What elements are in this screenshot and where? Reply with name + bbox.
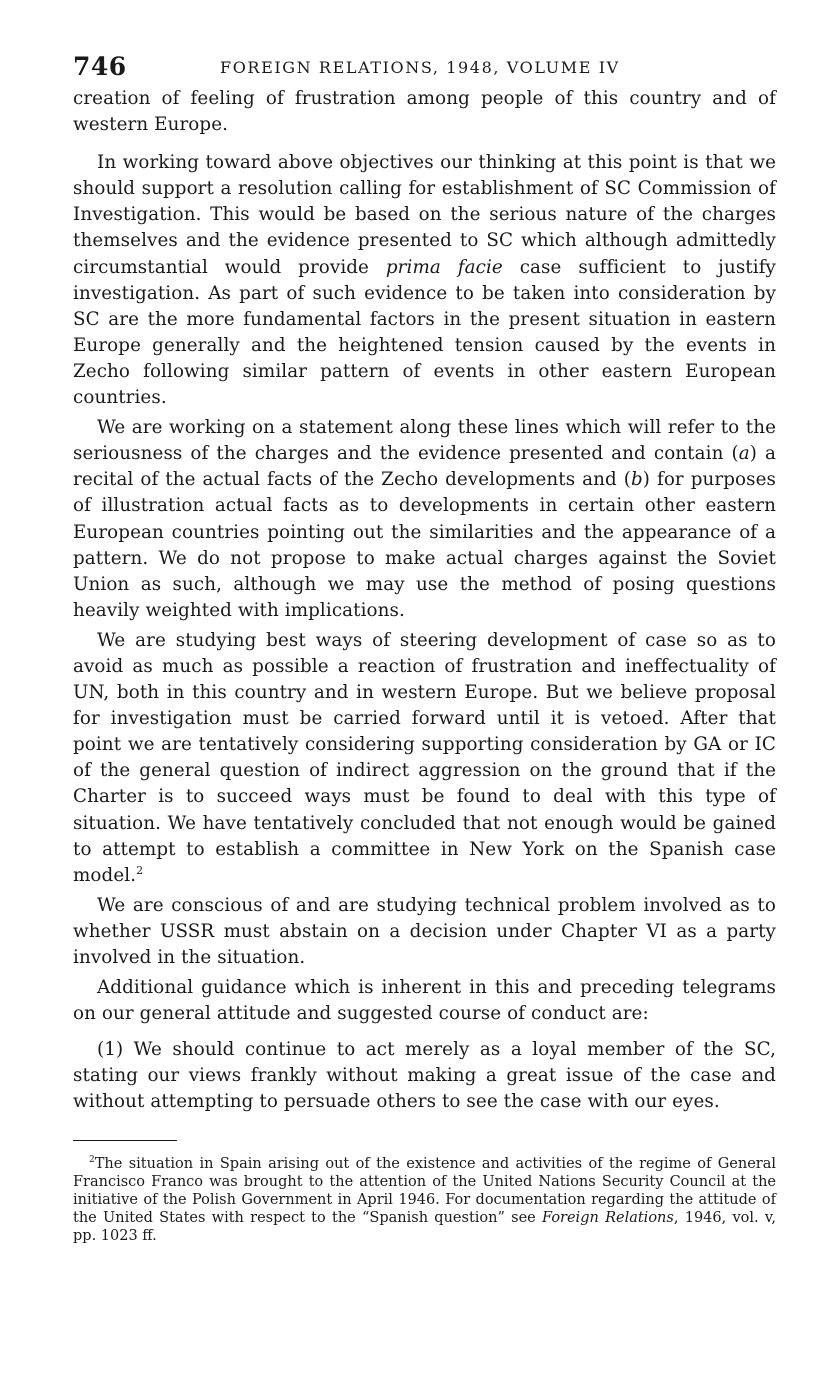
italic-prima-facie: prima facie — [385, 256, 503, 278]
paragraph-objectives: In working toward above objectives our thinking at this point is that we should support a resolution calling for establishment of SC Commission of Investigation. This would be based on the serious nature of the charges themselves and the evidence presented to SC which although admittedly circumstantial would provide prima facie case sufficient to justify investigation. As part of such evidence to be taken into consideration by SC are the more fundamental factors in the present situation in eastern Europe generally and the heightened tension caused by the events in Zecho following similar pattern of events in other eastern European countries. — [73, 152, 776, 409]
paragraph-statement: We are working on a statement along these lines which will refer to the seriousness of the charges and the evidence presented and contain (a) a recital of the actual facts of the Zecho developments and (b) for purposes of illustration actual facts as to developments in certain other eastern European countries pointing out the similarities and the appearance of a pattern. We do not propose to make actual charges against the Soviet Union as such, although we may use the method of posing questions heavily weighted with implications. — [73, 417, 776, 621]
document-page — [73, 50, 776, 1245]
item-label-b: b — [630, 469, 643, 491]
footnote-italic-title: Foreign Relations — [542, 1209, 674, 1226]
footnote-reference: 2 — [136, 863, 144, 877]
footnote: $^2$The situation in Spain arising out of the existence and activities of the regime of General Francisco Franco was brought to the attention of the United Nations Security Council at the initiative of the Polish Government in April 1946. For documentation regarding the attitude of the United States with respect to the “Spanish question” see Foreign Relations, 1946, vol. v, pp. 1023 ff. — [73, 1154, 777, 1244]
paragraph-item-1: (1) We should continue to act merely as a loyal member of the SC, stating our views frankly without making a great issue of the case and without attempting to persuade others to see the case with our eyes. — [73, 1039, 776, 1113]
paragraph-technical-problem: We are conscious of and are studying technical problem involved as to whether USSR must abstain on a decision under Chapter VI as a party involved in the situation. — [73, 894, 776, 968]
page-number: 746 — [73, 52, 127, 81]
item-label-a: a — [738, 443, 750, 465]
footnote-marker: 2 — [89, 1154, 95, 1165]
paragraph-steering: We are studying best ways of steering development of case so as to avoid as much as possible a reaction of frustration and ineffectuality of UN, both in this country and in western Europe. But we believe proposal for investigation must be carried forward until it is vetoed. After that point we are tentatively considering supporting consideration by GA or IC of the general question of indirect aggression on the ground that if the Charter is to succeed ways must be found to deal with this type of situation. We have tentatively concluded that not enough would be gained to attempt to establish a committee in New York on the Spanish case model.$^2$ — [73, 629, 776, 886]
page-header — [73, 50, 776, 86]
body-text — [73, 86, 776, 1116]
paragraph-continuation: creation of feeling of frustration among people of this country and of western Europe. — [73, 88, 776, 136]
paragraph-additional-guidance: Additional guidance which is inherent in this and preceding telegrams on our general attitude and suggested course of conduct are: — [73, 977, 776, 1025]
footnote-divider — [73, 1140, 177, 1141]
running-head: FOREIGN RELATIONS, 1948, VOLUME IV — [220, 58, 620, 77]
